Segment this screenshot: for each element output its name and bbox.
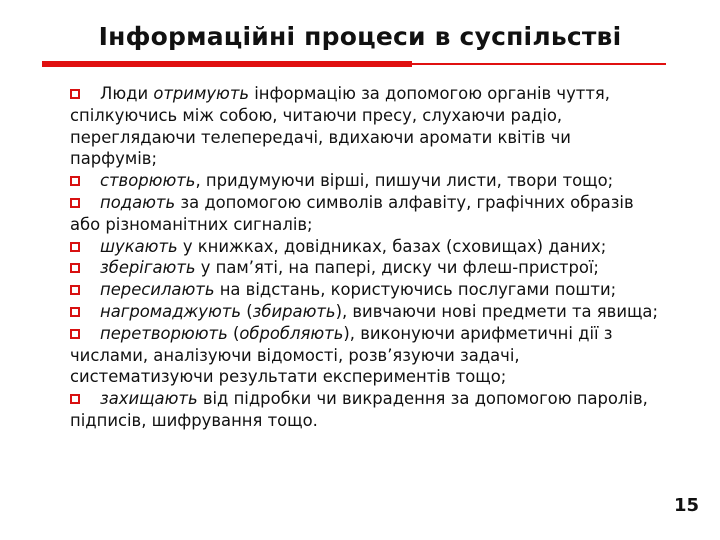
list-item: перетворюють (обробляють), виконуючи арифметичні дії з числами, аналізуючи відомості, розв’язуючи задачі, систематизуючи результати експериментів тощо;	[70, 323, 613, 387]
page-number: 15	[674, 495, 700, 516]
bullet-list	[70, 83, 660, 432]
list-item: захищають від підробки чи викрадення за допомогою паролів, підписів, шифрування тощо.	[70, 389, 648, 430]
list-item: зберігають у пам’яті, на папері, диску чи флеш-пристрої;	[70, 257, 660, 279]
hollow-square-icon	[70, 329, 80, 339]
slide-title: Інформаційні процеси в суспільстві	[98, 22, 622, 51]
hollow-square-icon	[70, 176, 80, 186]
hollow-square-icon	[70, 242, 80, 252]
list-item: подають за допомогою символів алфавіту, графічних образів або різноманітних сигналів;	[70, 192, 634, 234]
hollow-square-icon	[70, 89, 80, 99]
hollow-square-icon	[70, 394, 80, 404]
list-item: пересилають на відстань, користуючись послугами пошти;	[70, 279, 660, 301]
hollow-square-icon	[70, 285, 80, 295]
hollow-square-icon	[70, 198, 80, 208]
hollow-square-icon	[70, 307, 80, 317]
hollow-square-icon	[70, 263, 80, 273]
title-underline-thick	[42, 61, 412, 67]
list-item: нагромаджують (збирають), вивчаючи нові предмети та явища;	[70, 301, 660, 323]
list-item: створюють, придумуючи вірші, пишучи листи, твори тощо;	[70, 170, 660, 192]
list-item: Люди отримують інформацію за допомогою органів чуття, спілкуючись між собою, читаючи пресу, слухаючи радіо, переглядаючи телепередачі, вдихаючи аромати квітів чи парфумів;	[70, 84, 610, 169]
list-item: шукають у книжках, довідниках, базах (сховищах) даних;	[70, 236, 660, 258]
title-underline-thin	[412, 63, 666, 65]
